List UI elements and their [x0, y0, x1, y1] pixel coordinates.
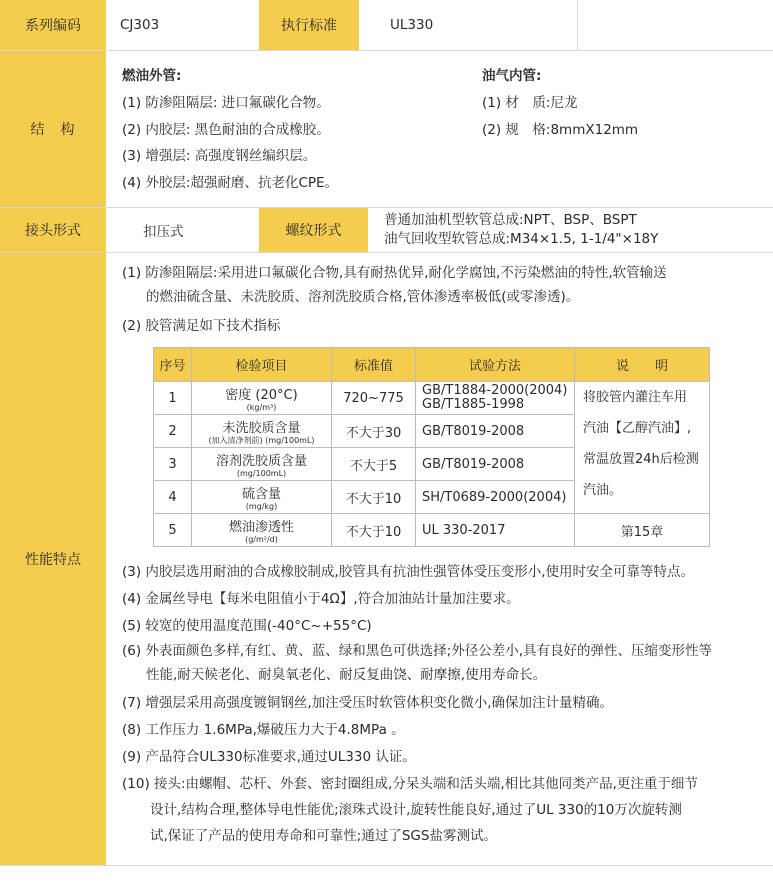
- item-name: 未洗胶质含量: [222, 421, 301, 436]
- perf-item-cont: 试,保证了产品的使用寿命和可靠性;通过了SGS盐雾测试。: [150, 828, 497, 844]
- perf-item: (8) 工作压力 1.6MPa,爆破压力大于4.8MPa 。: [122, 722, 405, 738]
- note-line: 汽油【乙醇汽油】,: [583, 421, 692, 436]
- item-name: 燃油渗透性: [228, 520, 294, 535]
- cell-item: [192, 514, 332, 547]
- perf-item-1-line: (1) 防渗阻隔层:采用进口氟碳化合物,具有耐热优异,耐化学腐蚀,不污染燃油的特性,软管输送: [122, 265, 667, 281]
- note-line: 将胶管内灌注车用: [583, 390, 688, 405]
- inner-item: (1) 材 质:尼龙: [482, 95, 578, 111]
- perf-item-2: (2) 胶管满足如下技术指标: [122, 318, 281, 334]
- joint-type-label: 接头形式: [0, 208, 106, 252]
- item-unit: (kg/m³): [246, 403, 277, 412]
- perf-item-cont: 设计,结构合理,整体导电性能优;滚珠式设计,旋转性能良好,通过了UL 330的10万次旋转测: [150, 802, 682, 818]
- item-unit: (g/m²/d): [245, 535, 278, 544]
- cell-std: 720~775: [332, 382, 416, 415]
- item-unit: (mg/100mL): [236, 469, 287, 478]
- item-name: 密度 (20°C): [225, 388, 298, 403]
- outer-tube-title: 燃油外管:: [122, 68, 182, 84]
- joint-type-value: 扣压式: [143, 224, 184, 240]
- cell-note: [575, 382, 710, 514]
- method-line: GB/T1885-1998: [422, 397, 525, 412]
- perf-item-cont: 性能,耐天候老化、耐臭氧老化、耐反复曲饶、耐摩擦,使用寿命长。: [146, 667, 547, 683]
- outer-item: (4) 外胶层:超强耐磨、抗老化CPE。: [122, 175, 339, 191]
- item-unit: (加入清净剂前) (mg/100mL): [208, 436, 315, 445]
- perf-item: (4) 金属丝导电【每米电阻值小于4Ω】,符合加油站计量加注要求。: [122, 591, 520, 607]
- cell-method: [416, 382, 575, 415]
- standard-label: 执行标准: [259, 0, 359, 50]
- cell-std: 不大于5: [332, 448, 416, 481]
- cell-no: 2: [154, 415, 192, 448]
- cell-method: GB/T8019-2008: [416, 415, 575, 448]
- method-line: GB/T1884-2000(2004): [422, 383, 568, 398]
- col-header: 检验项目: [192, 348, 332, 382]
- tech-index-table: [153, 347, 710, 547]
- perf-item: (9) 产品符合UL330标准要求,通过UL330 认证。: [122, 749, 416, 765]
- cell-std: 不大于10: [332, 514, 416, 547]
- inner-item: (2) 规 格:8mmX12mm: [482, 122, 639, 138]
- item-unit: (mg/kg): [245, 502, 278, 511]
- note-line: 常温放置24h后检测: [583, 452, 699, 467]
- table-row: [154, 514, 710, 547]
- cell-no: 1: [154, 382, 192, 415]
- note-line: 汽油。: [583, 483, 623, 498]
- cell-no: 3: [154, 448, 192, 481]
- cell-method: SH/T0689-2000(2004): [416, 481, 575, 514]
- row-series-code: [0, 0, 773, 50]
- col-header: 说 明: [575, 348, 710, 382]
- cell-item: [192, 481, 332, 514]
- col-header: 标准值: [332, 348, 416, 382]
- cell-std: 不大于10: [332, 481, 416, 514]
- perf-item: (3) 内胶层选用耐油的合成橡胶制成,胶管具有抗油性强管体受压变形小,使用时安全可靠等特点。: [122, 564, 694, 580]
- outer-item: (2) 内胶层: 黑色耐油的合成橡胶。: [122, 122, 330, 138]
- cell-item: [192, 382, 332, 415]
- thread-type-label: 螺纹形式: [259, 208, 368, 252]
- perf-item: (10) 接头:由螺帽、芯杆、外套、密封圈组成,分呆头端和活头端,相比其他同类产品,更注重于细节: [122, 776, 698, 792]
- thread-line: 油气回收型软管总成:M34×1.5, 1-1/4"×18Y: [384, 231, 659, 247]
- cell-no: 4: [154, 481, 192, 514]
- col-header: 试验方法: [416, 348, 575, 382]
- perf-item: (5) 较宽的使用温度范围(-40°C~+55°C): [122, 618, 372, 634]
- table-row: [154, 382, 710, 415]
- series-code-label: 系列编码: [0, 0, 106, 50]
- perf-item: (6) 外表面颜色多样,有红、黄、蓝、绿和黑色可供选择;外径公差小,具有良好的弹性、压缩变形性等: [122, 643, 713, 659]
- perf-item: (7) 增强层采用高强度镀铜钢丝,加注受压时软管体积变化微小,确保加注计量精确。: [122, 695, 613, 711]
- cell-no: 5: [154, 514, 192, 547]
- cell-std: 不大于30: [332, 415, 416, 448]
- inner-tube-title: 油气内管:: [482, 68, 542, 84]
- thread-line: 普通加油机型软管总成:NPT、BSP、BSPT: [384, 212, 637, 228]
- standard-value: UL330: [390, 17, 434, 33]
- outer-item: (1) 防渗阻隔层: 进口氟碳化合物。: [122, 95, 330, 111]
- cell-method: GB/T8019-2008: [416, 448, 575, 481]
- outer-item: (3) 增强层: 高强度钢丝编织层。: [122, 148, 317, 164]
- cell-method: UL 330-2017: [416, 514, 575, 547]
- cell-note-last: 第15章: [575, 514, 710, 547]
- series-code-value: CJ303: [120, 17, 160, 33]
- cell-item: [192, 415, 332, 448]
- perf-item-1-line: 的燃油硫含量、未洗胶质、溶剂洗胶质合格,管体渗透率极低(或零渗透)。: [146, 289, 580, 305]
- col-header: 序号: [154, 348, 192, 382]
- item-name: 硫含量: [241, 487, 281, 502]
- item-name: 溶剂洗胶质含量: [215, 454, 307, 469]
- structure-label: 结 构: [0, 51, 106, 207]
- row-structure: [0, 51, 773, 207]
- row-joint: [0, 208, 773, 252]
- cell-item: [192, 448, 332, 481]
- performance-label: 性能特点: [0, 253, 106, 865]
